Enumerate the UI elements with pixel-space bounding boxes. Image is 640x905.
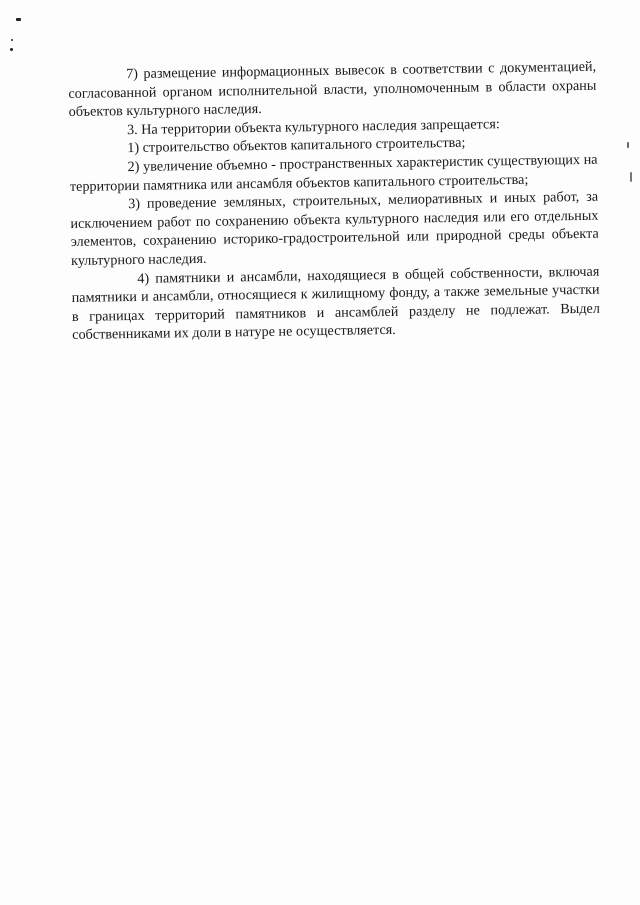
paragraph-section-3-heading: 3. На территории объекта культурного наследия запрещается: (126, 116, 500, 138)
document-body (68, 58, 600, 345)
paragraph-item-1: 1) строительство объектов капитального строительства; (127, 135, 466, 157)
paragraph-item-7: 7) размещение информационных вывесок в соответствии с документацией, согласованной органом исполнительной власти, уполномоченным в области охраны объектов культурного наследия. (68, 58, 597, 121)
scan-artifact-mark (630, 172, 632, 182)
scan-artifact-mark (627, 142, 629, 148)
paragraph-item-4: 4) памятники и ансамбли, находящиеся в общей собственности, включая памятники и ансамбли, относящиеся к жилищному фонду, а также земельные участки в границах территорий памятников и ансамблей разделу не подлежат. Выдел собственниками их доли в натуре не осуществляется. (71, 263, 600, 344)
paragraph-item-3: 3) проведение земляных, строительных, мелиоративных и иных работ, за исключением работ по сохранению объекта культурного наследия или его отдельных элементов, сохранению историко-градостроительной или природной среды объекта культурного наследия. (70, 188, 599, 269)
scan-artifact-dot (11, 39, 13, 41)
paragraph-item-2: 2) увеличение объемно - пространственных характеристик существующих на территории памятника или ансамбля объектов капитального строительства; (69, 151, 598, 195)
scan-artifact-mark (16, 18, 21, 21)
scan-artifact-dot (10, 48, 13, 51)
